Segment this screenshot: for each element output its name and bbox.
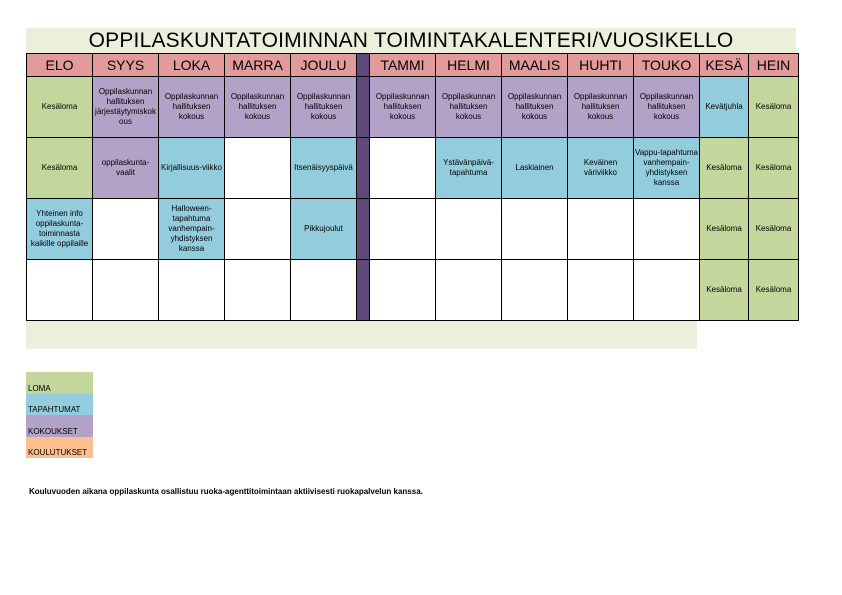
- empty-cell: [370, 138, 436, 199]
- bottom-band: [26, 321, 697, 349]
- page-title: OPPILASKUNTATOIMINNAN TOIMINTAKALENTERI/VUOSIKELLO: [88, 29, 734, 52]
- event-cell: Kevätjuhla: [700, 77, 749, 138]
- legend-item: KOULUTUKSET: [26, 437, 93, 459]
- event-cell: Oppilaskunnan hallituksen kokous: [370, 77, 436, 138]
- empty-cell: [370, 199, 436, 260]
- calendar-row: [27, 260, 799, 321]
- empty-cell: [27, 260, 93, 321]
- month-header: ELO: [27, 54, 93, 77]
- divider-cell: [357, 260, 370, 321]
- event-cell: Ystävänpäivä-tapahtuma: [436, 138, 502, 199]
- empty-cell: [225, 260, 291, 321]
- month-header: TOUKO: [634, 54, 700, 77]
- month-header: MARRA: [225, 54, 291, 77]
- empty-cell: [225, 199, 291, 260]
- event-cell: Kirjallisuus-viikko: [159, 138, 225, 199]
- event-cell: Pikkujoulut: [291, 199, 357, 260]
- empty-cell: [634, 199, 700, 260]
- calendar-row: [27, 138, 799, 199]
- footnote: Kouluvuoden aikana oppilaskunta osallistuu ruoka-agenttitoimintaan aktiivisesti ruokapalvelun kanssa.: [29, 487, 423, 496]
- month-header: HEIN: [749, 54, 799, 77]
- empty-cell: [502, 199, 568, 260]
- event-cell: Oppilaskunnan hallituksen kokous: [436, 77, 502, 138]
- empty-cell: [370, 260, 436, 321]
- event-cell: Kesäloma: [749, 77, 799, 138]
- month-header: LOKA: [159, 54, 225, 77]
- empty-cell: [634, 260, 700, 321]
- empty-cell: [436, 260, 502, 321]
- divider-cell: [357, 199, 370, 260]
- event-cell: Oppilaskunnan hallituksen kokous: [502, 77, 568, 138]
- event-cell: Oppilaskunnan hallituksen kokous: [291, 77, 357, 138]
- month-header: HUHTI: [568, 54, 634, 77]
- empty-cell: [568, 199, 634, 260]
- month-header: TAMMI: [370, 54, 436, 77]
- event-cell: Oppilaskunnan hallituksen kokous: [568, 77, 634, 138]
- event-cell: Keväinen väriviikko: [568, 138, 634, 199]
- divider-column: [357, 54, 370, 77]
- month-header: HELMI: [436, 54, 502, 77]
- event-cell: Itsenäisyyspäivä: [291, 138, 357, 199]
- empty-cell: [436, 199, 502, 260]
- empty-cell: [568, 260, 634, 321]
- event-cell: Kesäloma: [749, 138, 799, 199]
- month-header: KESÄ: [700, 54, 749, 77]
- event-cell: Yhteinen info oppilaskunta-toiminnasta kaikille oppilaille: [27, 199, 93, 260]
- legend-item: KOKOUKSET: [26, 415, 93, 437]
- calendar-table: [26, 53, 799, 321]
- empty-cell: [93, 199, 159, 260]
- event-cell: Halloween-tapahtuma vanhempain-yhdistyksen kanssa: [159, 199, 225, 260]
- divider-cell: [357, 77, 370, 138]
- empty-cell: [502, 260, 568, 321]
- calendar-row: [27, 199, 799, 260]
- event-cell: Kesäloma: [27, 138, 93, 199]
- event-cell: Vappu-tapahtuma vanhempain-yhdistyksen kanssa: [634, 138, 700, 199]
- empty-cell: [225, 138, 291, 199]
- event-cell: Oppilaskunnan hallituksen järjestäytymiskokous: [93, 77, 159, 138]
- event-cell: Oppilaskunnan hallituksen kokous: [159, 77, 225, 138]
- empty-cell: [291, 260, 357, 321]
- event-cell: Kesäloma: [749, 199, 799, 260]
- event-cell: Kesäloma: [700, 199, 749, 260]
- calendar-body: [27, 77, 799, 321]
- event-cell: Oppilaskunnan hallituksen kokous: [634, 77, 700, 138]
- event-cell: Kesäloma: [700, 138, 749, 199]
- event-cell: Oppilaskunnan hallituksen kokous: [225, 77, 291, 138]
- empty-cell: [159, 260, 225, 321]
- month-header-row: [27, 54, 799, 77]
- legend: [26, 372, 93, 458]
- month-header: MAALIS: [502, 54, 568, 77]
- event-cell: oppilaskunta-vaalit: [93, 138, 159, 199]
- event-cell: Kesäloma: [700, 260, 749, 321]
- legend-item: LOMA: [26, 372, 93, 394]
- event-cell: Kesäloma: [27, 77, 93, 138]
- month-header: JOULU: [291, 54, 357, 77]
- legend-item: TAPAHTUMAT: [26, 394, 93, 416]
- calendar-row: [27, 77, 799, 138]
- event-cell: Laskiainen: [502, 138, 568, 199]
- month-header: SYYS: [93, 54, 159, 77]
- event-cell: Kesäloma: [749, 260, 799, 321]
- divider-cell: [357, 138, 370, 199]
- empty-cell: [93, 260, 159, 321]
